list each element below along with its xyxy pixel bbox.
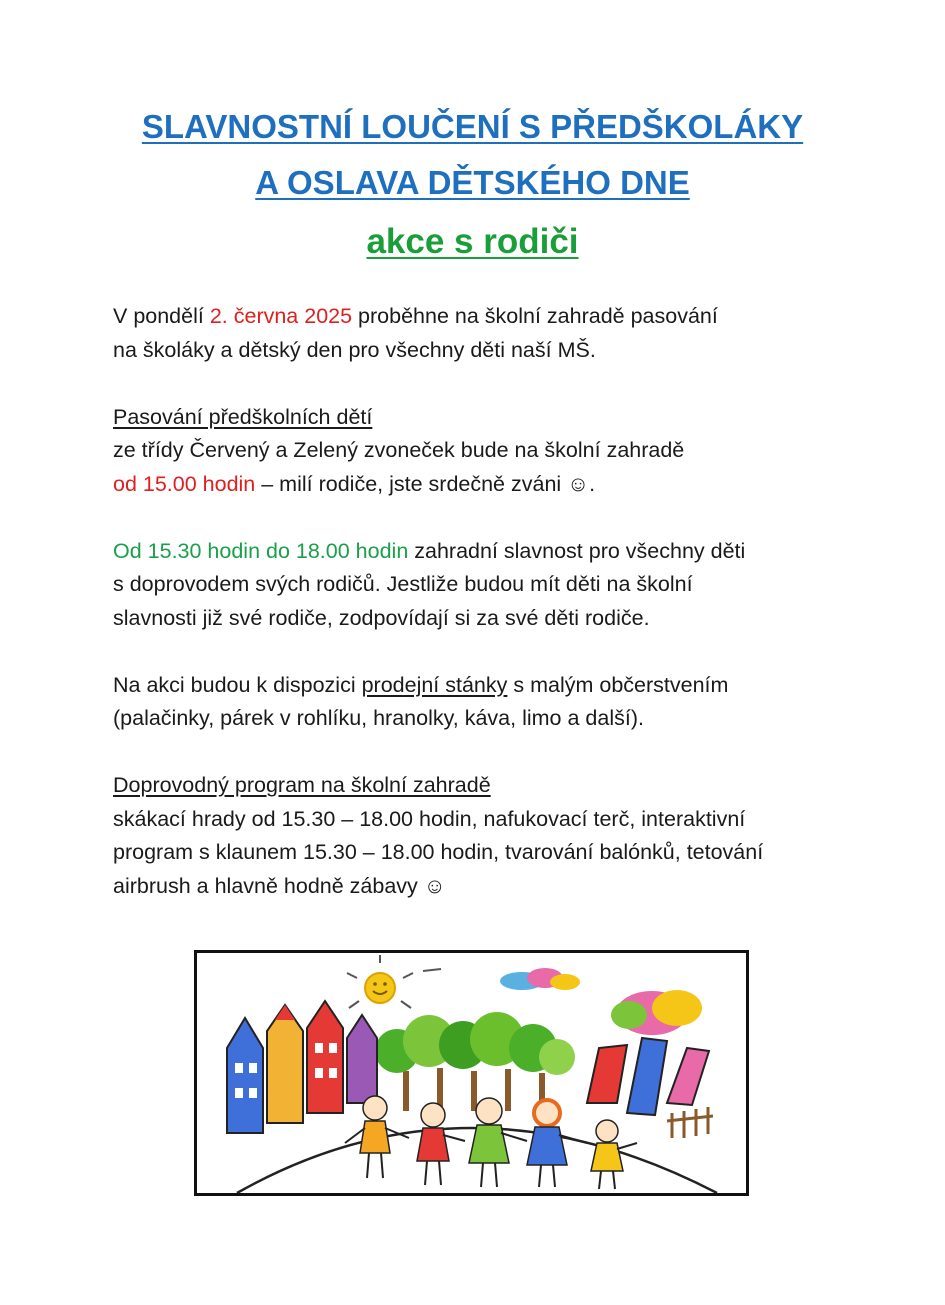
intro-text: V pondělí — [113, 304, 210, 328]
stanky-underlined: prodejní stánky — [361, 672, 508, 697]
intro-line-1 — [113, 300, 853, 334]
children-illustration — [194, 950, 749, 1196]
houses-left — [227, 1001, 377, 1133]
event-date: 2. června 2025 — [209, 304, 353, 328]
spacer — [113, 736, 853, 770]
intro-line-2: na školáky a dětský den pro všechny děti naší MŠ. — [113, 337, 596, 362]
children-drawing — [197, 953, 746, 1193]
program-heading: Doprovodný program na školní zahradě — [113, 773, 491, 797]
pasovani-line-1: ze třídy Červený a Zelený zvoneček bude na školní zahradě — [113, 438, 685, 462]
pasovani-line-2 — [113, 468, 853, 502]
spacer — [113, 635, 853, 669]
title-line-2: A OSLAVA DĚTSKÉHO DNE — [255, 164, 690, 201]
trees-drawing — [375, 1012, 575, 1113]
children-group — [345, 1096, 637, 1189]
slavnost-text: zahradní slavnost pro všechny děti — [408, 538, 746, 563]
stanky-text: Na akci budou k dispozici — [113, 672, 362, 697]
pasovani-invite: – milí rodiče, jste srdečně zváni ☺. — [255, 471, 596, 496]
slavnost-line-2: s doprovodem svých rodičů. Jestliže budou mít děti na školní — [113, 572, 693, 596]
stanky-text-2: s malým občerstvením — [507, 672, 729, 697]
spacer — [113, 367, 853, 401]
sun-drawing — [347, 955, 441, 1008]
slavnost-line-1 — [113, 535, 853, 569]
program-line-1: skákací hrady od 15.30 – 18.00 hodin, nafukovací terč, interaktivní — [113, 806, 746, 831]
title-line-3: akce s rodiči — [366, 222, 579, 261]
spacer — [113, 501, 853, 535]
poster-body — [113, 300, 853, 903]
pasovani-time: od 15.00 hodin — [113, 471, 256, 496]
pasovani-heading: Pasování předškolních dětí — [113, 404, 373, 429]
stanky-line-2: (palačinky, párek v rohlíku, hranolky, káva, limo a další). — [113, 706, 644, 730]
cloud-drawing — [500, 968, 580, 990]
slavnost-line-3: slavnosti již své rodiče, zodpovídají si za své děti rodiče. — [113, 605, 650, 630]
title-line-1: SLAVNOSTNÍ LOUČENÍ S PŘEDŠKOLÁKY — [141, 108, 804, 145]
program-line-2: program s klaunem 15.30 – 18.00 hodin, tvarování balónků, tetování — [113, 840, 764, 864]
program-line-3: airbrush a hlavně hodně zábavy ☺ — [113, 873, 446, 898]
stanky-line-1 — [113, 669, 853, 703]
slavnost-time: Od 15.30 hodin do 18.00 hodin — [113, 538, 409, 563]
intro-text-2: proběhne na školní zahradě pasování — [352, 304, 718, 328]
houses-right — [587, 990, 713, 1138]
